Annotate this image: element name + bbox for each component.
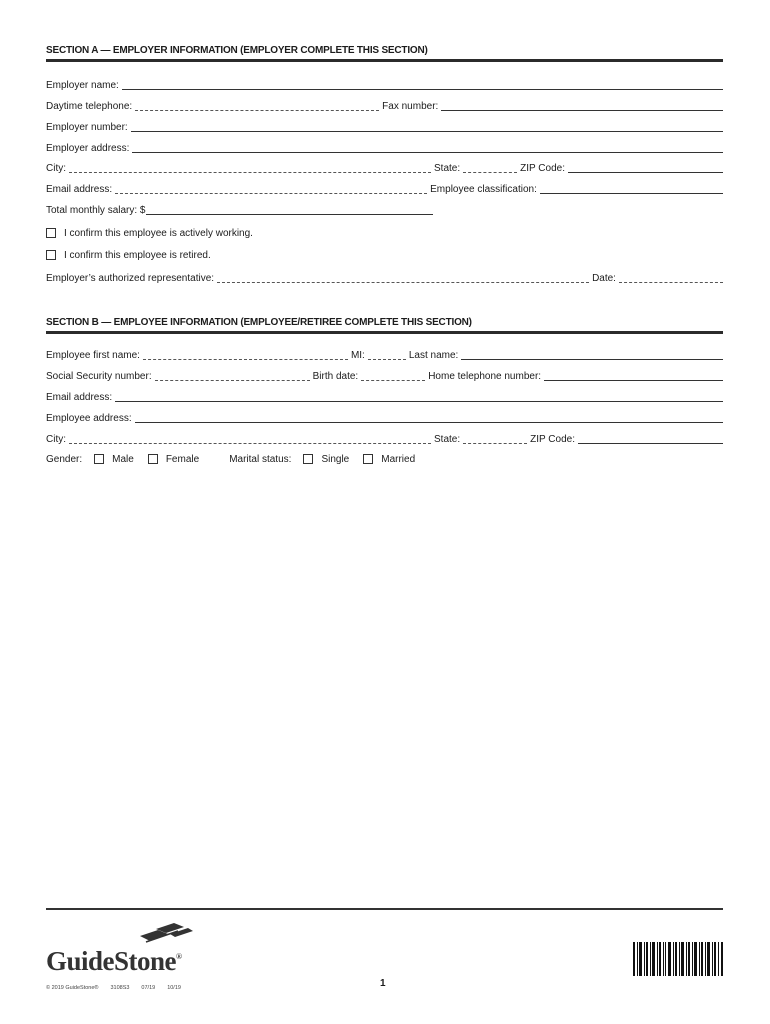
revision-date: 07/19	[141, 985, 156, 991]
employer-name-label: Employer name:	[46, 80, 119, 91]
marital-single-label: Single	[321, 453, 350, 465]
employer-email-field[interactable]	[115, 182, 427, 194]
employer-name-row	[46, 78, 723, 92]
employee-zip-label: ZIP Code:	[530, 434, 575, 445]
gender-label: Gender:	[46, 453, 83, 465]
marital-married-label: Married	[381, 453, 416, 465]
employee-state-field[interactable]	[463, 432, 527, 444]
logo-registered-mark: ®	[176, 952, 182, 961]
home-telephone-field[interactable]	[544, 369, 723, 381]
confirm-retired-checkbox[interactable]	[46, 250, 56, 260]
job-code: 10/19	[167, 985, 181, 991]
authorized-rep-field[interactable]	[217, 271, 589, 283]
birth-date-field[interactable]	[361, 369, 425, 381]
employer-city-row	[46, 161, 723, 175]
employee-email-row	[46, 390, 723, 404]
employer-number-label: Employer number:	[46, 122, 128, 133]
gender-female-option[interactable]	[148, 454, 199, 465]
footer-divider	[46, 908, 723, 910]
confirm-working-label: I confirm this employee is actively working.	[64, 227, 253, 239]
page-number: 1	[380, 978, 386, 989]
employee-zip-field[interactable]	[578, 432, 723, 444]
confirm-retired-row	[46, 248, 211, 262]
ssn-label: Social Security number:	[46, 371, 152, 382]
footer-fine-print	[46, 985, 181, 991]
last-name-field[interactable]	[461, 348, 723, 360]
employer-name-field[interactable]	[122, 78, 723, 90]
confirm-working-row	[46, 226, 253, 240]
employee-city-row	[46, 432, 723, 446]
fax-number-label: Fax number:	[382, 101, 439, 112]
last-name-label: Last name:	[408, 350, 459, 361]
employee-email-field[interactable]	[115, 390, 723, 402]
daytime-telephone-field[interactable]	[135, 99, 379, 111]
guidestone-mark-icon	[138, 922, 194, 944]
first-name-label: Employee first name:	[46, 350, 140, 361]
employee-address-row	[46, 411, 723, 425]
date-field[interactable]	[619, 271, 723, 283]
employee-city-field[interactable]	[69, 432, 431, 444]
confirm-working-checkbox[interactable]	[46, 228, 56, 238]
employer-email-row	[46, 182, 723, 196]
employer-email-label: Email address:	[46, 184, 113, 195]
employer-state-label: State:	[434, 163, 461, 174]
ssn-row	[46, 369, 723, 383]
gender-male-checkbox[interactable]	[94, 454, 104, 464]
fax-number-field[interactable]	[441, 99, 723, 111]
home-telephone-label: Home telephone number:	[428, 371, 542, 382]
mi-label: MI:	[350, 350, 365, 361]
confirm-retired-label: I confirm this employee is retired.	[64, 249, 211, 261]
gender-female-label: Female	[165, 453, 200, 465]
mi-field[interactable]	[368, 348, 406, 360]
authorized-rep-row	[46, 271, 723, 285]
employee-state-label: State:	[434, 434, 461, 445]
authorized-rep-label: Employer’s authorized representative:	[46, 273, 215, 284]
daytime-telephone-label: Daytime telephone:	[46, 101, 133, 112]
birth-date-label: Birth date:	[312, 371, 359, 382]
section-a-title: SECTION A — EMPLOYER INFORMATION (EMPLOYER COMPLETE THIS SECTION)	[46, 45, 723, 62]
logo-text: GuideStone	[46, 946, 177, 976]
employee-email-label: Email address:	[46, 392, 113, 403]
employee-name-row	[46, 348, 723, 362]
employee-city-label: City:	[46, 434, 66, 445]
employer-address-label: Employer address:	[46, 143, 130, 154]
employer-number-field[interactable]	[131, 120, 723, 132]
form-code: 3108S3	[110, 985, 130, 991]
gender-male-option[interactable]	[94, 454, 134, 465]
employee-address-label: Employee address:	[46, 413, 132, 424]
employee-classification-field[interactable]	[540, 182, 723, 194]
employer-state-field[interactable]	[463, 161, 517, 173]
employer-address-row	[46, 141, 723, 155]
employee-classification-label: Employee classification:	[430, 184, 537, 195]
copyright-text: © 2019 GuideStone®	[46, 985, 99, 991]
ssn-field[interactable]	[155, 369, 310, 381]
marital-single-checkbox[interactable]	[303, 454, 313, 464]
section-b-title: SECTION B — EMPLOYEE INFORMATION (EMPLOYEE/RETIREE COMPLETE THIS SECTION)	[46, 317, 723, 334]
marital-married-option[interactable]	[363, 454, 415, 465]
employer-city-field[interactable]	[69, 161, 431, 173]
employer-number-row	[46, 120, 723, 134]
marital-status-label: Marital status:	[229, 453, 292, 465]
gender-female-checkbox[interactable]	[148, 454, 158, 464]
total-monthly-salary-field[interactable]	[146, 203, 434, 215]
marital-single-option[interactable]	[303, 454, 349, 465]
marital-married-checkbox[interactable]	[363, 454, 373, 464]
employer-zip-label: ZIP Code:	[520, 163, 565, 174]
telephone-fax-row	[46, 99, 723, 113]
employee-address-field[interactable]	[135, 411, 723, 423]
first-name-field[interactable]	[143, 348, 348, 360]
guidestone-logo	[46, 922, 216, 982]
employer-zip-field[interactable]	[568, 161, 723, 173]
employer-address-field[interactable]	[132, 141, 723, 153]
guidestone-wordmark	[46, 946, 182, 977]
date-label: Date:	[592, 273, 616, 284]
gender-marital-row	[46, 452, 429, 466]
employer-city-label: City:	[46, 163, 66, 174]
salary-row	[46, 203, 433, 217]
gender-male-label: Male	[112, 453, 134, 465]
barcode-icon	[633, 942, 723, 976]
total-monthly-salary-label: Total monthly salary: $	[46, 205, 146, 216]
